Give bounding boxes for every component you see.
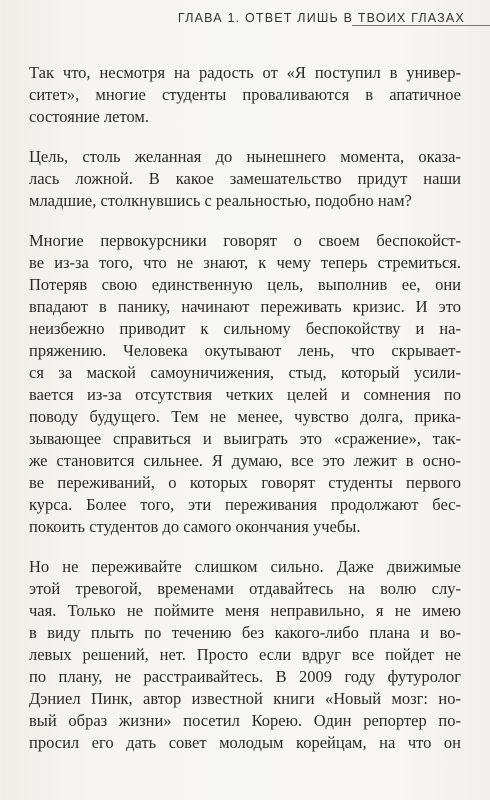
text-line: по плану, не расстраивайтесь. В 2009 году футуролог	[29, 667, 461, 686]
text-line: Дэниел Пинк, автор известной книги «Новый мозг: но-	[29, 689, 461, 708]
text-line: вается из-за отсутствия четких целей и сомнения по	[29, 385, 461, 404]
text-line: поводу будущего. Тем не менее, чувство долга, прика-	[29, 407, 461, 426]
text-line: Многие первокурсники говорят о своем беспокойст-	[29, 231, 461, 250]
text-line: Но не переживайте слишком сильно. Даже движимые	[29, 557, 461, 576]
text-line: ся за маской самоуничижения, стыд, который усили-	[29, 363, 461, 382]
body-text	[29, 62, 461, 754]
paragraph-2	[29, 146, 461, 212]
text-line: ве переживаний, о которых говорят студенты первого	[29, 473, 461, 492]
text-line: курса. Более того, эти переживания продолжают бес-	[29, 495, 461, 514]
header-rule	[352, 25, 490, 26]
text-line: Так что, несмотря на радость от «Я поступил в универ-	[29, 63, 461, 82]
text-line: вый образ жизни» посетил Корею. Один репортер по-	[29, 711, 461, 730]
running-head: ГЛАВА 1. ОТВЕТ ЛИШЬ В ТВОИХ ГЛАЗАХ	[177, 11, 465, 25]
text-line: в виду плыть по течению без какого-либо плана и во-	[29, 623, 461, 642]
text-line: просил его дать совет молодым корейцам, на что он	[29, 733, 461, 752]
text-line: зывающее справиться и выиграть это «сражение», так-	[29, 429, 461, 448]
text-line: чая. Только не поймите меня неправильно, я не имею	[29, 601, 461, 620]
text-line: Цель, столь желанная до нынешнего момента, оказа-	[29, 147, 461, 166]
text-line: левых решений, нет. Просто если вдруг все пойдет не	[29, 645, 461, 664]
paragraph-4	[29, 556, 461, 754]
text-line: этой тревогой, временами отдавайтесь на волю слу-	[29, 579, 461, 598]
text-line: ве из-за того, что не знают, к чему теперь стремиться.	[29, 253, 461, 272]
text-line: покоить студентов до самого окончания учебы.	[29, 517, 361, 536]
paragraph-3	[29, 230, 461, 538]
text-line: впадают в панику, начинают переживать кризис. И это	[29, 297, 461, 316]
paragraph-1	[29, 62, 461, 128]
text-line: младшие, столкнувшись с реальностью, подобно нам?	[29, 191, 412, 210]
text-line: неизбежно приводит к сильному беспокойству и на-	[29, 319, 461, 338]
text-line: ситет», многие студенты проваливаются в апатичное	[29, 85, 461, 104]
text-line: же становится сильнее. Я думаю, все это лежит в осно-	[29, 451, 461, 470]
text-line: лась ложной. В какое замешательство придут наши	[29, 169, 461, 188]
text-line: пряжению. Человека окутывают лень, что скрывает-	[29, 341, 461, 360]
text-line: Потеряв свою единственную цель, выполнив ее, они	[29, 275, 461, 294]
text-line: состояние летом.	[29, 107, 149, 126]
